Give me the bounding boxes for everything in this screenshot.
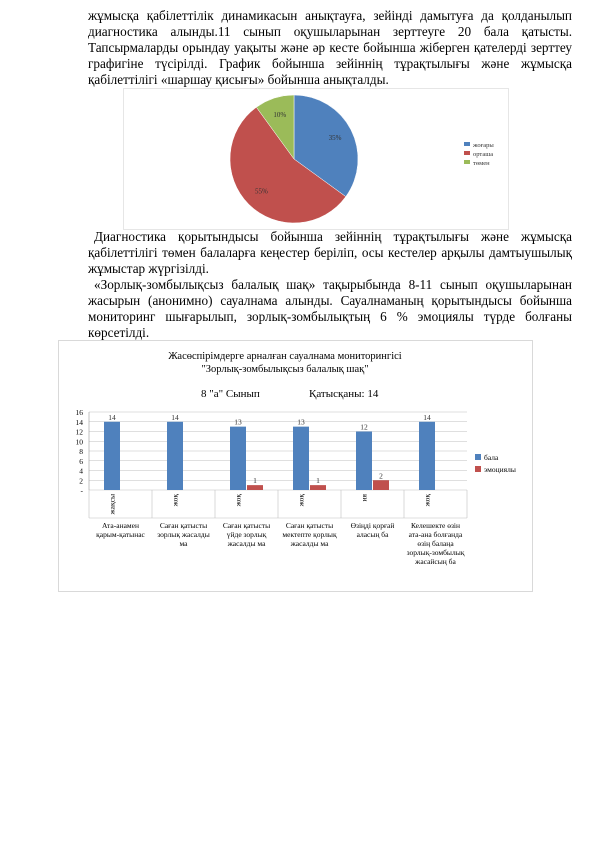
- category-label-line: Өзіңді қорғай: [350, 521, 395, 530]
- category-label-line: қарым-қатынас: [96, 530, 145, 539]
- category-label-line: Келешекте өзін: [410, 521, 461, 530]
- y-tick-label-10: 10: [75, 437, 83, 447]
- y-tick-label-4: 4: [79, 466, 83, 476]
- y-tick-label-2: 2: [79, 476, 83, 486]
- pie-value-label-1: 35%: [328, 134, 342, 143]
- pie-legend-label-2: орташа: [473, 151, 494, 158]
- bar-legend-label-2: эмоциялы: [484, 465, 516, 474]
- pie-value-label-2: 55%: [254, 187, 268, 196]
- answer-label-4: жоқ: [296, 494, 306, 507]
- pie-chart-frame: [123, 88, 509, 230]
- category-label-line: өзің балаңа: [417, 539, 454, 548]
- paragraph-diagnostics-result-text: Диагностика қорытындысы бойынша зейіннің тұрақтылығы және жұмысқа қабілеттілігі төмен балаларға кеңестер беріліп, осы кестелер арқылы дамтыушылық жұмыстар жүргізілді.: [88, 229, 572, 276]
- paragraph-attention-diagnostics: жұмысқа қабілеттілік динамикасын анықтауға, зейінді дамытуға да қолданылып диагностика алынды.11 сынып оқушыларынан зерттеуге 20 бала қатысты. Тапсырмаларды орындау уақыты және әр кесте бойынша жіберген қателерді зерттеу графигіне түсірілді. График бойынша зейіннің тұрақтылығы және жұмысқа қабілеттілігі «шаршау қисығы» бойынша анықталды.: [88, 8, 572, 87]
- category-label-line: зорлық жасалды: [157, 530, 210, 539]
- answer-label-5: ия: [359, 494, 369, 502]
- pie-legend-swatch-2: [464, 151, 470, 155]
- bar-legend-label-1: бала: [484, 453, 499, 462]
- paragraph-diagnostics-result: [88, 229, 572, 277]
- category-label-line: үйде зорлық: [226, 530, 267, 539]
- bar-эмоциялы-5: [373, 480, 389, 490]
- category-label-line: Саған қатысты: [285, 521, 334, 530]
- pie-legend-label-3: төмен: [473, 160, 490, 167]
- y-tick-label-8: 8: [79, 447, 83, 456]
- y-tick-label-12: 12: [75, 427, 83, 437]
- category-label-line: Саған қатысты: [159, 521, 208, 530]
- answer-label-3: жоқ: [233, 494, 243, 507]
- category-label-5: [351, 521, 395, 539]
- paragraph-survey-text: «Зорлық-зомбылықсыз балалық шақ» тақырыбында 8-11 сынып оқушыларынан жасырын (анонимно) сауалнама алынды. Сауалнаманың қорытындысы бойынша мониторинг шығарылып, зорлық-зомбылықтың 6 % эмоциялы түрде болғаны көрсетілді.: [88, 277, 572, 340]
- category-label-line: аласың ба: [356, 530, 389, 539]
- bar-value-label-бала-6: 14: [423, 412, 431, 422]
- pie-legend-label-1: жоғары: [473, 142, 494, 149]
- category-label-line: ма: [179, 539, 188, 548]
- pie-value-label-3: 10%: [273, 111, 287, 120]
- pie-chart: [124, 89, 508, 229]
- bar-value-label-эмоциялы-5: 2: [379, 471, 383, 481]
- bar-value-label-бала-2: 14: [171, 412, 179, 422]
- category-label-line: жасайсың ба: [415, 557, 456, 566]
- category-label-1: [96, 521, 145, 539]
- y-tick-label-6: 6: [79, 456, 83, 466]
- bar-value-label-бала-5: 12: [360, 422, 368, 432]
- bar-legend-swatch-2: [475, 466, 481, 472]
- bar-эмоциялы-4: [310, 485, 326, 490]
- y-tick-label-14: 14: [75, 417, 83, 427]
- category-label-4: [282, 521, 337, 548]
- category-label-line: Саған қатысты: [222, 521, 271, 530]
- bar-value-label-эмоциялы-4: 1: [316, 476, 320, 486]
- bar-бала-6: [419, 422, 435, 490]
- bar-chart-subtitle: "Зорлық-зомбылықсыз балалық шақ": [201, 364, 369, 375]
- bar-бала-4: [293, 427, 309, 490]
- bar-chart: [59, 341, 532, 591]
- category-label-line: жасалды ма: [290, 539, 329, 548]
- bar-бала-5: [356, 432, 372, 491]
- answer-label-2: жоқ: [170, 494, 180, 507]
- pie-legend-swatch-3: [464, 160, 470, 164]
- bar-value-label-эмоциялы-3: 1: [253, 476, 257, 486]
- category-label-line: Ата-анамен: [102, 521, 139, 530]
- y-tick-label-0: -: [80, 486, 83, 495]
- y-tick-label-16: 16: [75, 408, 83, 417]
- category-label-line: жасалды ма: [227, 539, 266, 548]
- bar-эмоциялы-3: [247, 485, 263, 490]
- bar-legend-swatch-1: [475, 454, 481, 460]
- answer-label-6: жоқ: [422, 494, 432, 507]
- paragraph-survey: [88, 277, 572, 341]
- bar-chart-participants-label: Қатысқаны: 14: [309, 388, 379, 400]
- bar-бала-3: [230, 427, 246, 490]
- bar-chart-frame: [58, 340, 533, 592]
- category-label-line: мектепте қорлық: [282, 530, 337, 539]
- bar-chart-title: Жасөспірімдерге арналған сауалнама мониторингісі: [168, 351, 402, 362]
- category-label-line: зорлық-зомбылық: [406, 548, 465, 557]
- pie-legend-swatch-1: [464, 142, 470, 146]
- category-label-line: ата-ана болғанда: [408, 530, 463, 539]
- bar-chart-class-label: 8 "а" Сынып: [201, 388, 260, 400]
- category-label-6: [407, 521, 465, 566]
- bar-бала-1: [104, 422, 120, 490]
- category-label-3: [223, 521, 270, 548]
- bar-value-label-бала-4: 13: [297, 417, 305, 427]
- bar-бала-2: [167, 422, 183, 490]
- answer-label-1: жақсы: [107, 494, 117, 515]
- bar-value-label-бала-3: 13: [234, 417, 242, 427]
- category-label-2: [157, 521, 210, 548]
- bar-value-label-бала-1: 14: [108, 412, 116, 422]
